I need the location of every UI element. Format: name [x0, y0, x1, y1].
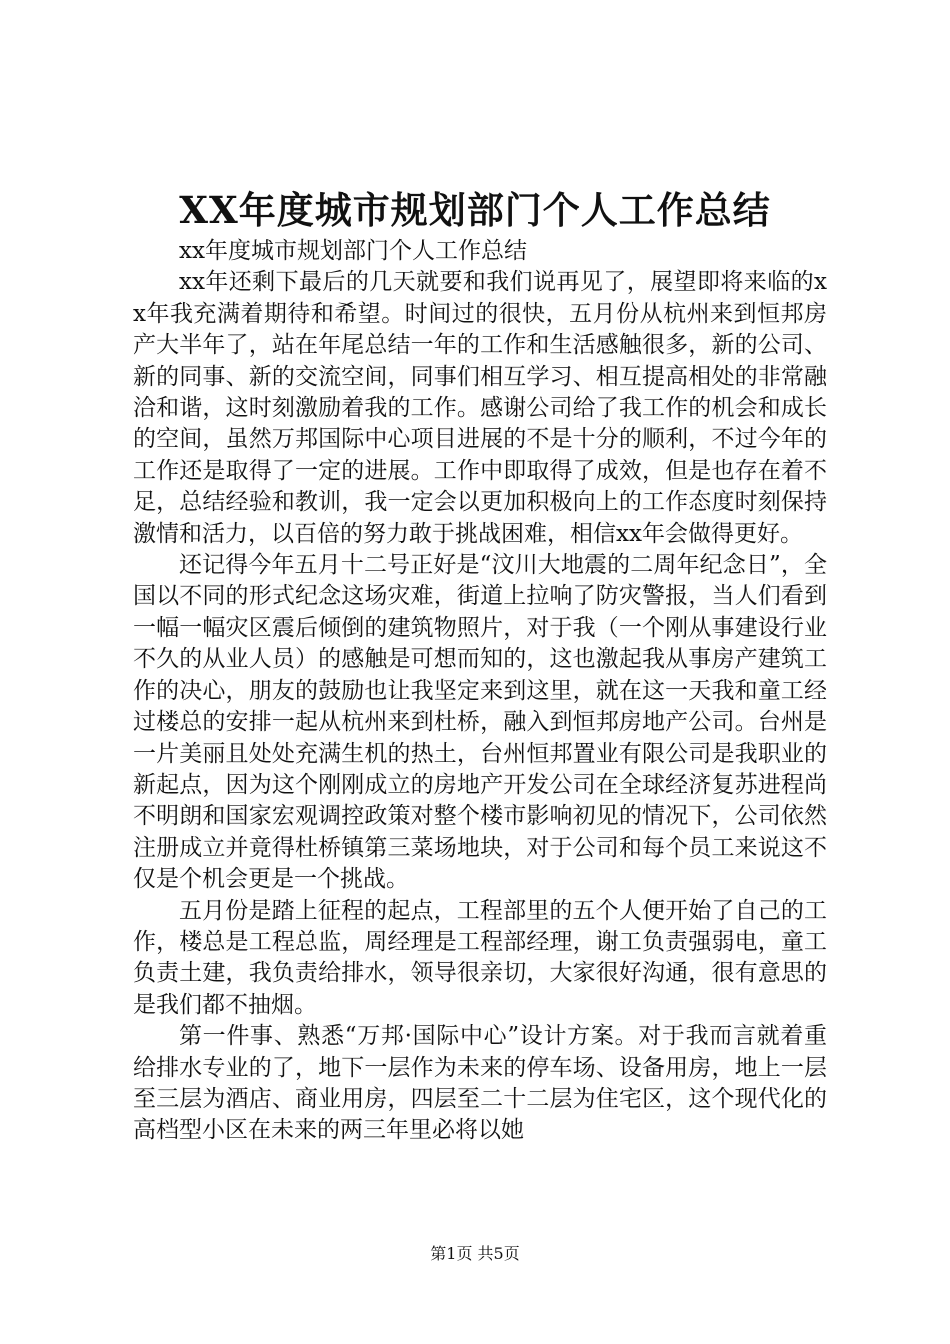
page-number-footer: 第1页 共5页 — [430, 1244, 520, 1263]
document-title: XX年度城市规划部门个人工作总结 — [179, 188, 771, 232]
paragraph-may: 五月份是踏上征程的起点，工程部里的五个人便开始了自己的工作，楼总是工程总监，周经理是工程部经理，谢工负责强弱电，童工负责土建，我负责给排水，领导很亲切，大家很好沟通，很有意思的是我们都不抽烟。 — [133, 897, 827, 1018]
paragraph-subtitle: xx年度城市规划部门个人工作总结 — [179, 238, 527, 264]
document-body — [133, 236, 827, 1147]
paragraph-first-task: 第一件事、熟悉“万邦·国际中心”设计方案。对于我而言就着重给排水专业的了，地下一层作为未来的停车场、设备用房，地上一层至三层为酒店、商业用房，四层至二十二层为住宅区，这个现代化的高档型小区在未来的两三年里必将以她 — [133, 1023, 827, 1144]
paragraph-intro: xx年还剩下最后的几天就要和我们说再见了，展望即将来临的xx年我充满着期待和希望。时间过的很快，五月份从杭州来到恒邦房产大半年了，站在年尾总结一年的工作和生活感触很多，新的公司、新的同事、新的交流空间，同事们相互学习、相互提高相处的非常融洽和谐，这时刻激励着我的工作。感谢公司给了我工作的机会和成长的空间，虽然万邦国际中心项目进展的不是十分的顺利，不过今年的工作还是取得了一定的进展。工作中即取得了成效，但是也存在着不足，总结经验和教训，我一定会以更加积极向上的工作态度时刻保持激情和活力，以百倍的努力敢于挑战困难，相信xx年会做得更好。 — [133, 269, 827, 547]
paragraph-memory: 还记得今年五月十二号正好是“汶川大地震的二周年纪念日”，全国以不同的形式纪念这场灾难，街道上拉响了防灾警报，当人们看到一幅一幅灾区震后倾倒的建筑物照片，对于我（一个刚从事建设行业不久的从业人员）的感触是可想而知的，这也激起我从事房产建筑工作的决心，朋友的鼓励也让我坚定来到这里，就在这一天我和童工经过楼总的安排一起从杭州来到杜桥，融入到恒邦房地产公司。台州是一片美丽且处处充满生机的热土，台州恒邦置业有限公司是我职业的新起点，因为这个刚刚成立的房地产开发公司在全球经济复苏进程尚不明朗和国家宏观调控政策对整个楼市影响初见的情况下，公司依然注册成立并竟得杜桥镇第三菜场地块，对于公司和每个员工来说这不仅是个机会更是一个挑战。 — [133, 552, 827, 893]
